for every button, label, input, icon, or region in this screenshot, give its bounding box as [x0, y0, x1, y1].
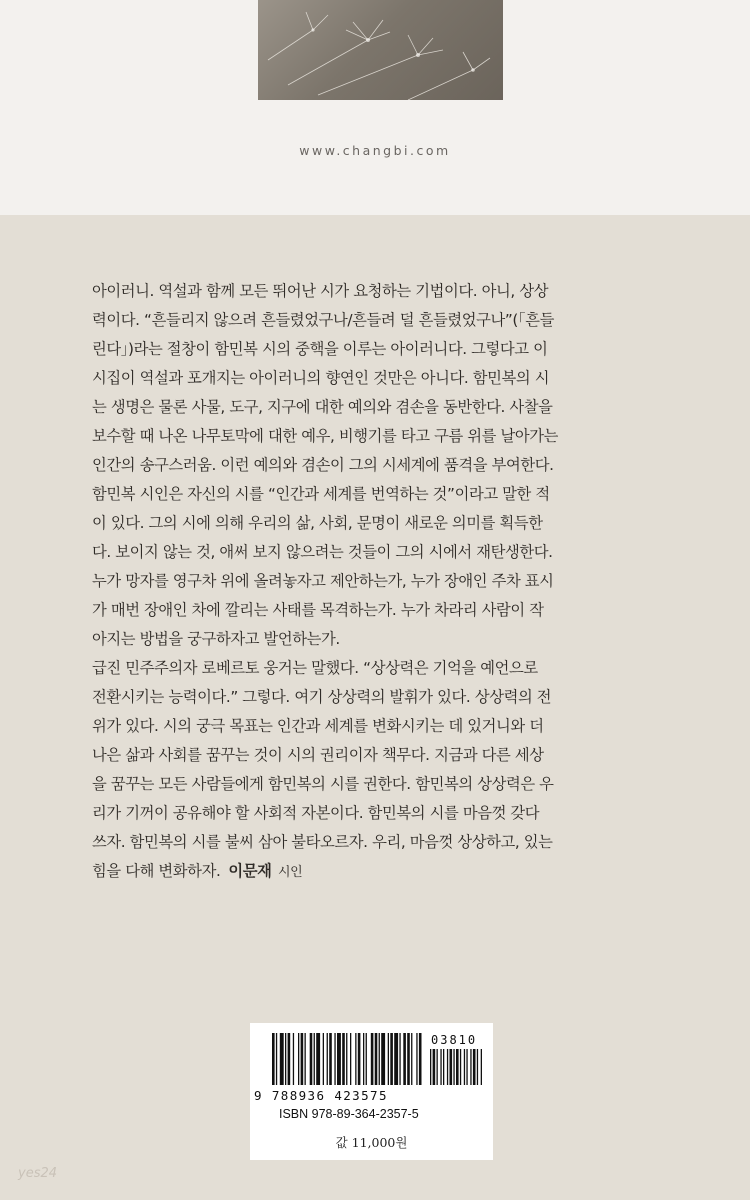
barcode-bar [280, 1033, 284, 1085]
blurb-line: 는 생명은 물론 사물, 도구, 지구에 대한 예의와 겸손을 동반한다. 사찰을 [92, 398, 553, 416]
barcode-main-digits: 9 788936 423575 [254, 1088, 388, 1103]
blurb-line: 위가 있다. 시의 궁극 목표는 인간과 세계를 변화시키는 데 있거니와 더 [92, 717, 544, 735]
blurb-paragraph-2 [92, 480, 660, 654]
barcode-bar [416, 1033, 417, 1085]
barcode-bar [388, 1033, 389, 1085]
isbn-number: ISBN 978-89-364-2357-5 [279, 1107, 419, 1121]
barcode-addon-bar [470, 1049, 471, 1085]
blurb-line: 보수할 때 나온 나무토막에 대한 예우, 비행기를 타고 구름 위를 날아가는 [92, 427, 559, 445]
barcode-addon-bar [447, 1049, 448, 1085]
barcode-bar [403, 1033, 406, 1085]
blurb-line: 전환시키는 능력이다.” 그렇다. 여기 상상력의 발휘가 있다. 상상력의 전 [92, 688, 552, 706]
barcode-bar [293, 1033, 294, 1085]
blurb-paragraph-1 [92, 277, 660, 480]
barcode-bar [379, 1033, 380, 1085]
blurb-line: 아이러니. 역설과 함께 모든 뛰어난 시가 요청하는 기법이다. 아니, 상상 [92, 282, 549, 300]
blurb-last-line [92, 857, 660, 887]
blurb-line: 나은 삶과 사회를 꿈꾸는 것이 시의 권리이자 책무다. 지금과 다른 세상 [92, 746, 544, 764]
barcode-addon-bar [433, 1049, 436, 1085]
barcode-bar [394, 1033, 398, 1085]
barcode-bar [411, 1033, 412, 1085]
barcode-bar [276, 1033, 277, 1085]
barcode-bar [298, 1033, 299, 1085]
barcode-bar [346, 1033, 347, 1085]
barcode-bar [285, 1033, 286, 1085]
barcode-bar [342, 1033, 345, 1085]
barcode-bar [358, 1033, 361, 1085]
barcode-addon-bar [437, 1049, 438, 1085]
barcode-addon-bar [464, 1049, 465, 1085]
barcode-addon-bar [430, 1049, 431, 1085]
signature-role: 시인 [278, 865, 303, 880]
barcode-bar [419, 1033, 422, 1085]
barcode-addon-bar [450, 1049, 453, 1085]
barcode-bar [390, 1033, 393, 1085]
barcode-addon-bar [440, 1049, 441, 1085]
barcode-addon-bar [473, 1049, 476, 1085]
barcode-bar [399, 1033, 400, 1085]
barcode-bar [350, 1033, 351, 1085]
barcode-bar [314, 1033, 315, 1085]
barcode-addon-bar [443, 1049, 444, 1085]
barcode-bar [381, 1033, 385, 1085]
blurb-line: 력이다. “흔들리지 않으려 흔들렸었구나/흔들려 덜 흔들렸었구나”(「흔들 [92, 311, 554, 329]
blurb-line: 을 꿈꾸는 모든 사람들에게 함민복의 시를 권한다. 함민복의 상상력은 우 [92, 775, 554, 793]
back-cover-blurb [92, 277, 660, 887]
barcode-bar [337, 1033, 341, 1085]
barcode-bar [301, 1033, 304, 1085]
blurb-line: 인간의 송구스러움. 이런 예의와 겸손이 그의 시세계에 품격을 부여한다. [92, 456, 554, 474]
blurb-line: 급진 민주주의자 로베르토 웅거는 말했다. “상상력은 기억을 예언으로 [92, 659, 538, 677]
barcode-box [250, 1023, 493, 1160]
blurb-line: 함민복 시인은 자신의 시를 “인간과 세계를 번역하는 것”이라고 말한 적 [92, 485, 550, 503]
price-label: 값 11,000원 [335, 1135, 408, 1150]
barcode-addon-digits: 03810 [431, 1033, 478, 1047]
barcode-addon-bar [477, 1049, 478, 1085]
blurb-line: 쓰자. 함민복의 시를 불씨 삼아 불타오르자. 우리, 마음껏 상상하고, 있는 [92, 833, 553, 851]
barcode-addon-bar [466, 1049, 467, 1085]
blurb-line: 린다」)라는 절창이 함민복 시의 중핵을 이루는 아이러니다. 그렇다고 이 [92, 340, 548, 358]
signature-name: 이문재 [228, 862, 272, 880]
barcode-bar [366, 1033, 367, 1085]
barcode-bar [371, 1033, 374, 1085]
blurb-line: 가 매번 장애인 차에 깔리는 사태를 목격하는가. 누가 차라리 사람이 작 [92, 601, 544, 619]
barcode-addon-bar [453, 1049, 454, 1085]
barcode-bar [407, 1033, 410, 1085]
dandelion-seed-photo [258, 0, 503, 100]
barcode-bar [288, 1033, 291, 1085]
blurb-line-text: 힘을 다해 변화하자. [92, 862, 221, 880]
barcode-addon-bar [460, 1049, 461, 1085]
barcode-bar [310, 1033, 313, 1085]
barcode-bar [305, 1033, 306, 1085]
barcode-bar [272, 1033, 275, 1085]
barcode-bar [334, 1033, 335, 1085]
blurb-line: 시집이 역설과 포개지는 아이러니의 향연인 것만은 아니다. 함민복의 시 [92, 369, 550, 387]
barcode-bar [329, 1033, 332, 1085]
blurb-line: 이 있다. 그의 시에 의해 우리의 삶, 사회, 문명이 새로운 의미를 획득한 [92, 514, 543, 532]
barcode-bar [316, 1033, 320, 1085]
blurb-line: 누가 망자를 영구차 위에 올려놓자고 제안하는가, 누가 장애인 주차 표시 [92, 572, 554, 590]
barcode-bar [355, 1033, 356, 1085]
dandelion-seeds-icon [258, 0, 503, 100]
blurb-line: 아지는 방법을 궁구하자고 발언하는가. [92, 630, 340, 648]
watermark-logo: yes24 [18, 1166, 58, 1181]
barcode-bar [323, 1033, 324, 1085]
barcode-bar [327, 1033, 328, 1085]
blurb-line: 리가 기꺼이 공유해야 할 사회적 자본이다. 함민복의 시를 마음껏 갖다 [92, 804, 540, 822]
website-url: www.changbi.com [299, 143, 451, 158]
barcode-addon-bar [456, 1049, 459, 1085]
blurb-paragraph-3 [92, 654, 660, 887]
barcode-bar [375, 1033, 378, 1085]
barcode-bar [363, 1033, 364, 1085]
barcode-addon-bar [481, 1049, 482, 1085]
blurb-line: 다. 보이지 않는 것, 애써 보지 않으려는 것들이 그의 시에서 재탄생한다. [92, 543, 553, 561]
